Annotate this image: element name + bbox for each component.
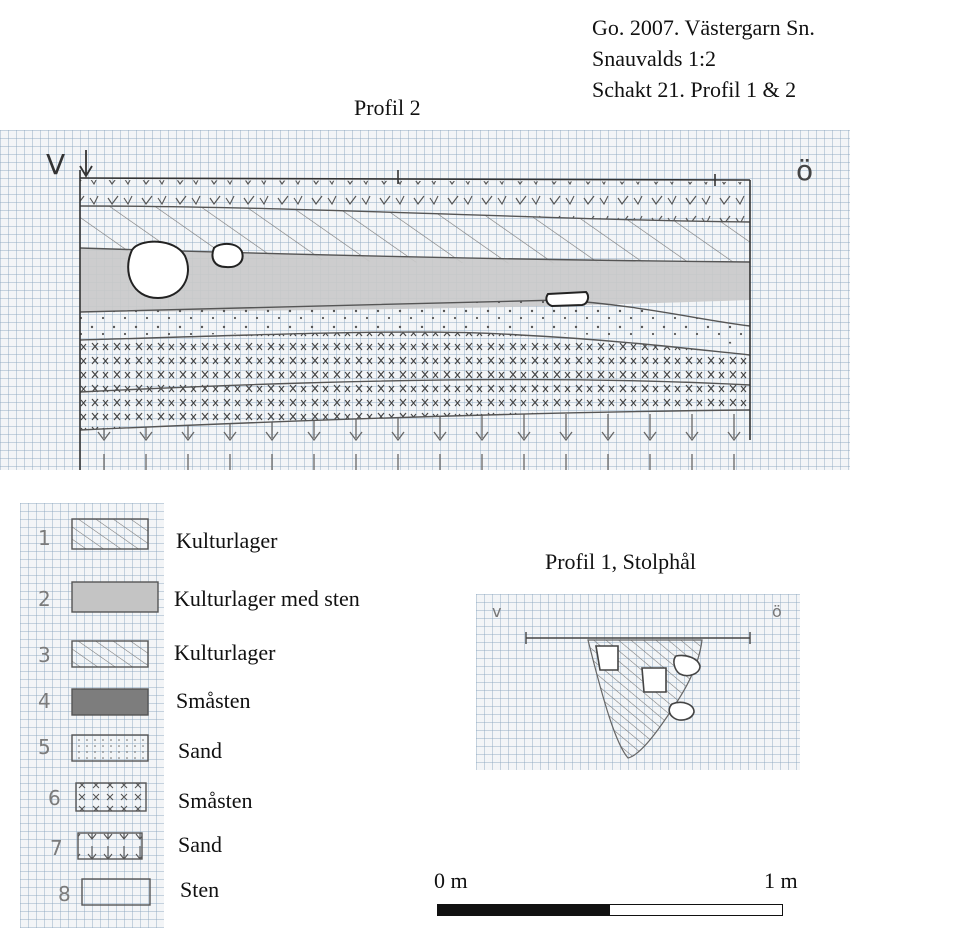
legend-label-4: Småsten [176,688,251,713]
legend-number-8: 8 [58,882,71,906]
scale-bar-white-segment [610,905,782,915]
legend-number-2: 2 [38,587,51,611]
title-block [592,12,815,105]
swatch-8 [82,879,150,905]
profile1-title: Profil 1, Stolphål [545,549,696,574]
legend-label-3: Kulturlager [174,640,276,665]
swatch-6 [76,783,146,811]
profile1-sheet [476,594,800,770]
profile1-west-label: v [492,602,502,621]
swatch-7 [78,833,142,859]
legend-number-1: 1 [38,526,51,550]
legend-sheet [20,503,164,928]
posthole-stone-2 [642,668,666,692]
swatch-2 [72,582,158,612]
title-line-1: Go. 2007. Västergarn Sn. [592,15,815,40]
scale-end-label: 1 m [764,868,798,893]
legend-number-3: 3 [38,643,51,667]
swatch-5 [72,735,148,761]
legend-label-7: Sand [178,832,222,857]
swatch-3 [72,641,148,667]
profile2-east-label: ö [796,154,814,187]
legend-label-6: Småsten [178,788,253,813]
scale-start-label: 0 m [434,868,468,893]
v-arrow-icon [80,150,92,176]
stone-medium [213,244,243,267]
scale-bar [437,904,783,916]
title-line-2: Snauvalds 1:2 [592,46,717,71]
legend-label-8: Sten [180,877,220,902]
profile1-east-label: ö [772,602,782,621]
legend-number-4: 4 [38,689,51,713]
title-line-3: Schakt 21. Profil 1 & 2 [592,77,797,102]
profile1-drawing [476,594,800,770]
swatch-4 [72,689,148,715]
posthole-stone-4 [669,702,694,720]
scale-bar-black-segment [438,905,610,915]
swatch-1 [72,519,148,549]
profile2-west-label: V [46,148,66,181]
profile2-sheet [0,130,850,470]
legend-swatches [20,503,164,928]
legend-label-2: Kulturlager med sten [174,586,360,611]
legend-number-5: 5 [38,735,51,759]
legend-label-5: Sand [178,738,222,763]
stone-large [128,242,188,298]
profile2-title: Profil 2 [354,95,421,120]
legend-label-1: Kulturlager [176,528,278,553]
posthole-stone-1 [596,646,618,670]
legend-number-7: 7 [50,836,63,860]
stone-small [546,292,588,306]
legend-number-6: 6 [48,786,61,810]
profile2-drawing [0,130,850,470]
